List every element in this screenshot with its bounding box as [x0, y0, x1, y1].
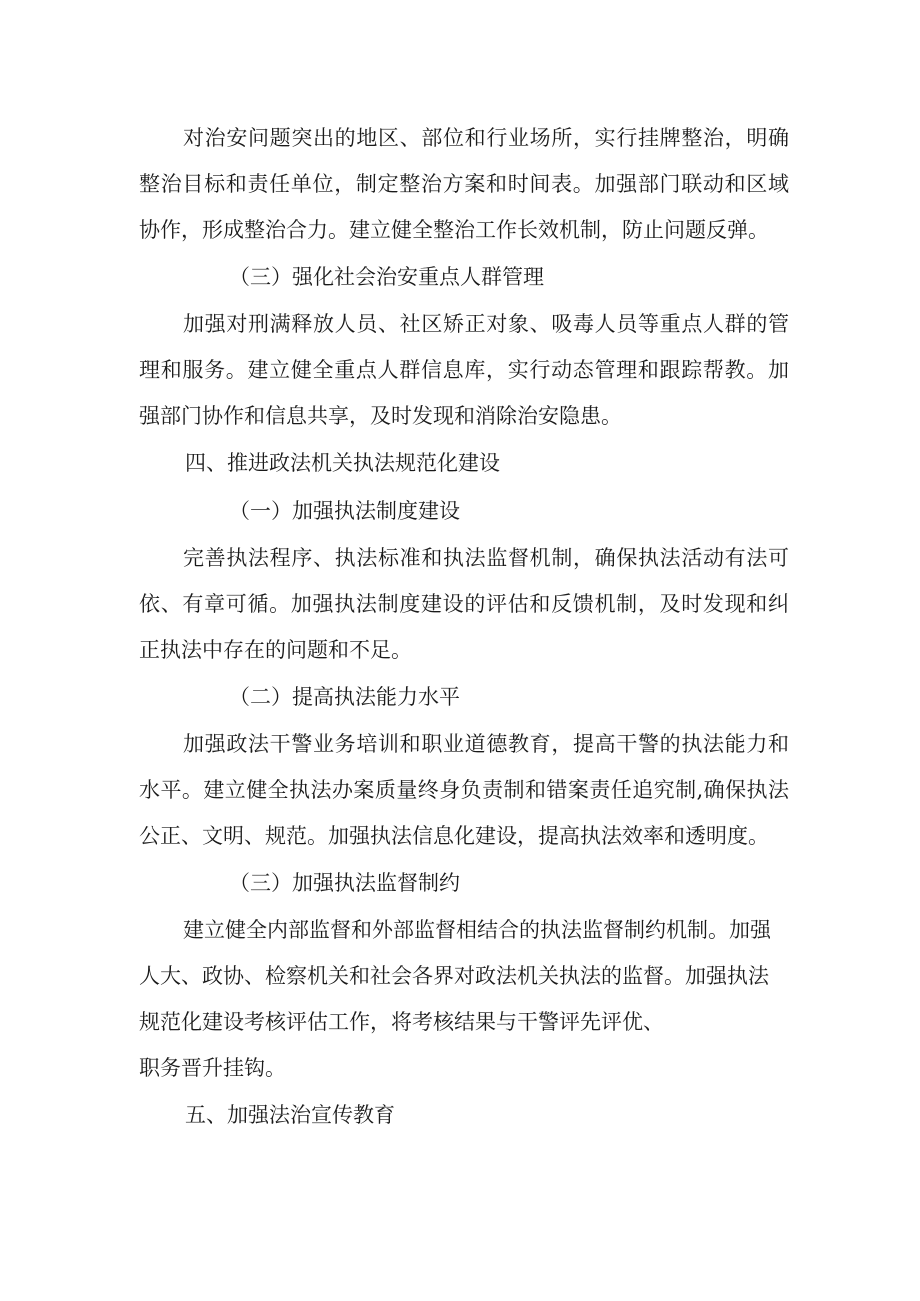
- paragraph-key-groups: 加强对刑满释放人员、社区矫正对象、吸毒人员等重点人群的管理和服务。建立健全重点人群信息库，实行动态管理和跟踪帮教。加强部门协作和信息共享，及时发现和消除治安隐患。: [139, 312, 789, 428]
- paragraph-supervision: 建立健全内部监督和外部监督相结合的执法监督制约机制。加强人大、政协、检察机关和社会各界对政法机关执法的监督。加强执法规范化建设考核评估工作，将考核结果与干警评先评优、: [139, 918, 771, 1034]
- subheading-capability: （二）提高执法能力水平: [229, 685, 460, 709]
- section-heading-publicity: 五、加强法治宣传教育: [185, 1103, 395, 1127]
- document-body: [139, 115, 789, 1139]
- paragraph-capability: 加强政法干警业务培训和职业道德教育，提高干警的执法能力和水平。建立健全执法办案质量终身负责制和错案责任追究制,确保执法公正、文明、规范。加强执法信息化建设，提高执法效率和透明度。: [139, 732, 789, 848]
- subheading-system-building: （一）加强执法制度建设: [229, 499, 460, 523]
- section-heading-law-enforcement: 四、推进政法机关执法规范化建设: [185, 451, 500, 475]
- paragraph-rectification: 对治安问题突出的地区、部位和行业场所，实行挂牌整治，明确整治目标和责任单位，制定整治方案和时间表。加强部门联动和区域协作，形成整治合力。建立健全整治工作长效机制，防止问题反弹。: [139, 126, 789, 242]
- paragraph-supervision-continuation: 职务晋升挂钩。: [139, 1056, 286, 1080]
- paragraph-system-building: 完善执法程序、执法标准和执法监督机制，确保执法活动有法可依、有章可循。加强执法制度建设的评估和反馈机制，及时发现和纠正执法中存在的问题和不足。: [139, 546, 789, 662]
- subheading-supervision: （三）加强执法监督制约: [229, 871, 460, 895]
- subheading-key-groups: （三）强化社会治安重点人群管理: [229, 265, 544, 289]
